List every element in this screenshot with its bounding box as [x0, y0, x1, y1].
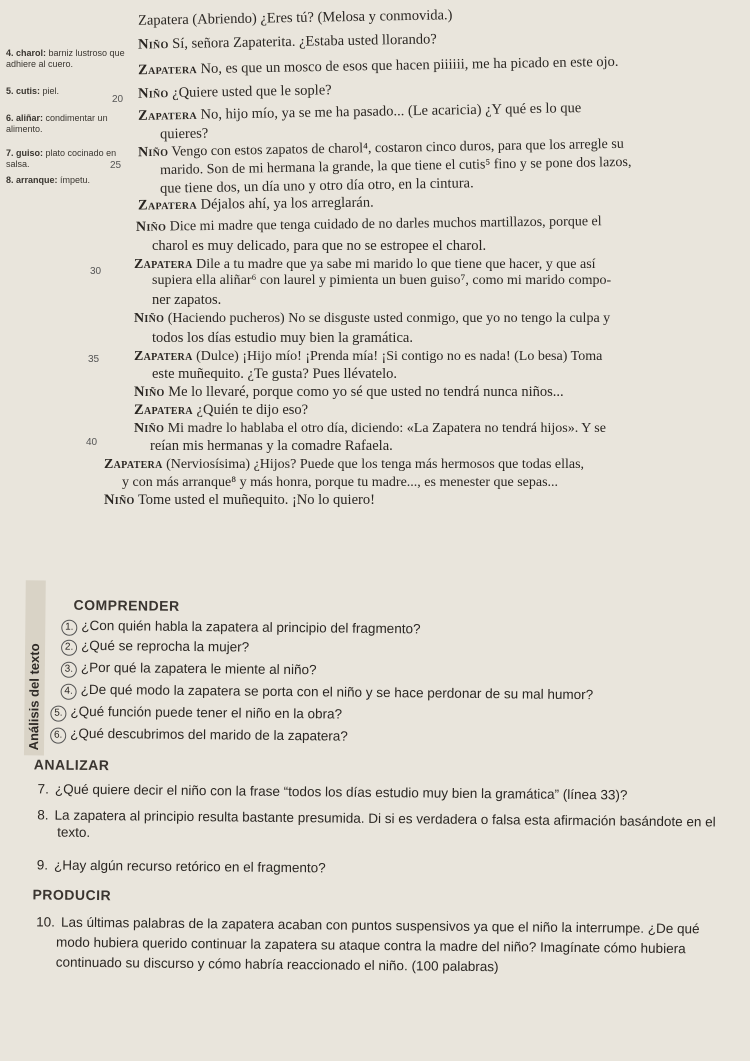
- dialogue-line: supiera ella aliñar⁶ con laurel y pimienta un buen guiso⁷, como mi marido compo-: [152, 273, 612, 288]
- dialogue-line: charol es muy delicado, para que no se estropee el charol.: [152, 238, 487, 254]
- question: 5. ¿Qué función puede tener el niño en la obra?: [50, 703, 342, 725]
- glossary-entry: 7. guiso: plato cocinado en salsa.: [6, 148, 117, 169]
- exercise-section: [0, 560, 750, 1061]
- line-number: 40: [86, 437, 98, 448]
- dialogue-line: Zapatera Dile a tu madre que ya sabe mi marido lo que tiene que hacer, y que así: [134, 257, 596, 272]
- glossary-entry: 5. cutis: piel.: [6, 86, 60, 96]
- dialogue-line: Zapatera No, es que un mosco de esos que hacen piiiiii, me ha picado en este ojo.: [137, 53, 619, 79]
- dialogue-line: este muñequito. ¿Te gusta? Pues llévatelo.: [152, 366, 398, 382]
- dialogue-line: que tiene dos, un día uno y otro día otro, en la cintura.: [159, 175, 474, 197]
- question: 6. ¿Qué descubrimos del marido de la zapatera?: [50, 725, 348, 747]
- side-label: Análisis del texto: [26, 643, 43, 751]
- question: 10. Las últimas palabras de la zapatera acaban con puntos suspensivos ya que el niño la interrumpe. ¿De qué modo hubiera querido continuar la zapatera su ataque contra la madre del niño? Imagínate cómo hubiera continuado su discurso y cómo habría reaccionado el niño. (100 palabras): [36, 914, 700, 975]
- dialogue-line: Niño Vengo con estos zapatos de charol⁴, costaron cinco duros, para que los arregle su: [137, 136, 624, 161]
- dialogue-line: Zapatera (Nerviosísima) ¿Hijos? Puede que los tenga más hermosos que todas ellas,: [104, 457, 585, 472]
- dialogue-line: Niño Sí, señora Zapaterita. ¿Estaba usted llorando?: [137, 31, 437, 53]
- question: 3. ¿Por qué la zapatera le miente al niño?: [61, 659, 317, 681]
- question: 7. ¿Qué quiere decir el niño con la frase “todos los días estudio muy bien la gramática” (línea 33)?: [37, 781, 628, 803]
- dialogue-line: reían mis hermanas y la comadre Rafaela.: [150, 438, 393, 454]
- dialogue-line: Zapatera (Dulce) ¡Hijo mío! ¡Prenda mía! ¡Si contigo no es nada! (Lo besa) Toma: [134, 349, 603, 364]
- dialogue-line: marido. Son de mi hermana la grande, la que tiene el cutis⁵ fino y se pone dos lazos,: [159, 154, 632, 179]
- dialogue-line: Niño Mi madre lo hablaba el otro día, diciendo: «La Zapatera no tendrá hijos». Y se: [134, 421, 606, 436]
- dialogue-line: Zapatera Déjalos ahí, ya los arreglarán.: [137, 194, 374, 214]
- question: 1. ¿Con quién habla la zapatera al principio del fragmento?: [61, 617, 420, 640]
- dialogue-line: y con más arranque⁸ y más honra, porque tu madre..., es menester que sepas...: [122, 475, 559, 490]
- question: 8. La zapatera al principio resulta bastante presumida. Di si es verdadera o falsa esta afirmación basándote en el texto.: [37, 807, 716, 840]
- dialogue-line: quieres?: [159, 125, 209, 143]
- dialogue-line: Niño Me lo llevaré, porque como yo sé que usted no tendrá nunca niños...: [134, 384, 564, 400]
- dialogue-line: Niño Dice mi madre que tenga cuidado de no darles muchos martillazos, porque el: [135, 214, 602, 235]
- dialogue-line: Zapatera No, hijo mío, ya se me ha pasado... (Le acaricia) ¿Y qué es lo que: [137, 100, 582, 124]
- line-number: 25: [110, 160, 122, 171]
- glossary-entry: 8. arranque: ímpetu.: [6, 175, 91, 185]
- line-number: 35: [88, 354, 100, 365]
- dialogue-line: ner zapatos.: [152, 292, 222, 308]
- question: 4. ¿De qué modo la zapatera se porta con el niño y se hace perdonar de su mal humor?: [61, 681, 594, 706]
- glossary-entry: 6. aliñar: condimentar un alimento.: [6, 113, 108, 134]
- line-number: 30: [90, 266, 102, 277]
- line-number: 20: [112, 94, 124, 105]
- section-title-analizar: ANALIZAR: [33, 756, 110, 774]
- glossary-entry: 4. charol: barniz lustroso que adhiere al cuero.: [6, 48, 125, 69]
- dialogue-line: Niño ¿Quiere usted que le sople?: [137, 82, 332, 102]
- question: 9. ¿Hay algún recurso retórico en el fragmento?: [36, 857, 326, 876]
- dialogue-line: Niño (Haciendo pucheros) No se disguste usted conmigo, que yo no tengo la culpa y: [134, 311, 611, 326]
- dialogue-line: Zapatera ¿Quién te dijo eso?: [134, 402, 309, 418]
- section-title-producir: PRODUCIR: [32, 886, 112, 904]
- section-title-comprender: COMPRENDER: [73, 596, 180, 614]
- dialogue-line: Zapatera (Abriendo) ¿Eres tú? (Melosa y conmovida.): [137, 7, 453, 29]
- question: 2. ¿Qué se reprocha la mujer?: [61, 637, 249, 658]
- dialogue-line: Niño Tome usted el muñequito. ¡No lo quiero!: [104, 492, 375, 508]
- dialogue-line: todos los días estudio muy bien la gramática.: [152, 330, 413, 346]
